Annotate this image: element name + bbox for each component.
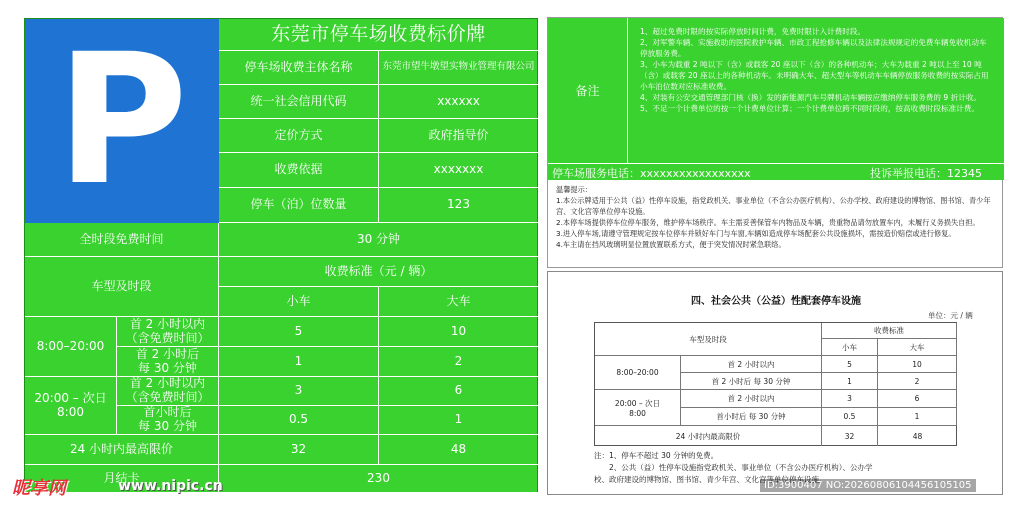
period-day-row2-small: 1	[219, 347, 379, 377]
info-label-pricing-method: 定价方式	[219, 119, 379, 153]
doc-large-car-header: 大车	[878, 339, 957, 356]
monthly-card-label: 月结卡	[25, 465, 219, 493]
info-value-credit-code: xxxxxx	[379, 85, 539, 119]
free-time-label: 全时段免费时间	[25, 223, 219, 257]
doc-day-row2-large: 2	[878, 373, 957, 390]
remarks-green-panel	[548, 18, 1004, 180]
doc-small-car-header: 小车	[822, 339, 878, 356]
max-price-small: 32	[219, 435, 379, 465]
doc-max-label: 24 小时内最高限价	[595, 426, 822, 446]
remark-note: 4、对装有公安交通管理部门核（换）发的新能源汽车号牌机动车辆按应缴纳停车服务费的 9 折计收。	[640, 93, 982, 102]
period-day-row2-large: 2	[379, 347, 539, 377]
doc-period-day: 8:00–20:00	[595, 356, 681, 390]
small-car-header: 小车	[219, 287, 379, 317]
fee-standard-header: 收费标准（元 / 辆）	[219, 257, 539, 287]
doc-day-row1-large: 10	[878, 356, 957, 373]
doc-vehicle-period-header: 车型及时段	[595, 323, 822, 356]
doc-unit: 单位：元 / 辆	[928, 311, 973, 320]
tips-line: 温馨提示：	[556, 185, 592, 194]
doc-footnote: 2、公共（益）性停车设施指党政机关、事业单位（不含公办医疗机构）、公办学	[594, 463, 873, 472]
tips-text	[556, 184, 996, 250]
remark-note: 1、超过免费时限的按实际停放时间计费，免费时限计入计费时段。	[640, 27, 866, 36]
doc-day-row1-desc: 首 2 小时以内	[681, 356, 822, 373]
tips-line: 3.进入停车场,请遵守管理规定按车位停车并锁好车门与车窗,车辆如造成停车场配套公共设施损坏，需按造价赔偿或进行修复。	[556, 229, 956, 238]
info-label-spaces: 停车（泊）位数量	[219, 188, 379, 223]
info-label-credit-code: 统一社会信用代码	[219, 85, 379, 119]
period-day-row1-small: 5	[219, 317, 379, 347]
doc-night-row1-small: 3	[822, 390, 878, 408]
service-phone: 停车场服务电话：xxxxxxxxxxxxxxxxx	[552, 167, 751, 180]
large-car-header: 大车	[379, 287, 539, 317]
board-title: 东莞市停车场收费标价牌	[219, 19, 539, 51]
doc-night-row1-desc: 首 2 小时以内	[681, 390, 822, 408]
tips-line: 2.本停车场提供停车位停车服务，维护停车场秩序。车主需妥善保管车内物品及车辆，贵重物品请勿放置车内，未履行义务损失自担。	[556, 218, 980, 227]
hotline-bar	[548, 163, 1004, 180]
period-day: 8:00–20:00	[25, 317, 117, 377]
period-night-row1-desc: 首 2 小时以内 （含免费时间）	[117, 377, 219, 406]
remark-note: 3、小车为载重 2 吨以下（含）或载客 20 座以下（含）的各种机动车；大车为载重 2 吨以上至 10 吨（含）或载客 20 座以上的各种机动车。未明确大车、超大型车等机动车车辆停放服务收费的按实际占用小车泊位数对应标准收费。	[640, 60, 989, 91]
public-facility-doc	[547, 271, 1003, 495]
doc-night-row2-desc: 首小时后 每 30 分钟	[681, 408, 822, 426]
doc-day-row2-desc: 首 2 小时后 每 30 分钟	[681, 373, 822, 390]
doc-footnote: 校、政府建设的博物馆、图书馆、青少年宫、文化宫等单位停车设施。	[594, 475, 827, 484]
doc-night-row1-large: 6	[878, 390, 957, 408]
period-night: 20:00 – 次日 8:00	[25, 377, 117, 435]
info-value-operator: 东莞市望牛墩望实物业管理有限公司	[379, 51, 539, 85]
period-night-row1-large: 6	[379, 377, 539, 406]
period-night-row2-large: 1	[379, 406, 539, 435]
doc-day-row1-small: 5	[822, 356, 878, 373]
info-value-spaces: 123	[379, 188, 539, 223]
doc-day-row2-small: 1	[822, 373, 878, 390]
period-day-row2-desc: 首 2 小时后 每 30 分钟	[117, 347, 219, 377]
period-day-row1-desc: 首 2 小时以内 （含免费时间）	[117, 317, 219, 347]
doc-footnote: 注：1、停车不超过 30 分钟的免费。	[594, 451, 719, 460]
period-night-row2-desc: 首小时后 每 30 分钟	[117, 406, 219, 435]
doc-max-small: 32	[822, 426, 878, 446]
doc-title: 四、社会公共（公益）性配套停车设施	[691, 296, 861, 307]
period-night-row1-small: 3	[219, 377, 379, 406]
doc-night-row2-small: 0.5	[822, 408, 878, 426]
remark-notes	[640, 26, 992, 114]
watermark-brand: 昵享网	[12, 478, 66, 499]
parking-p-icon: P	[56, 16, 188, 225]
remark-note: 5、不足一个计费单位的按一个计费单位计算；一个计费单位跨不同时段的，按高收费时段标准计费。	[640, 104, 979, 113]
period-night-row2-small: 0.5	[219, 406, 379, 435]
max-price-label: 24 小时内最高限价	[25, 435, 219, 465]
tips-line: 4.车主请在挡风玻璃明显位置放置联系方式，便于突发情况时紧急联络。	[556, 240, 786, 249]
vehicle-period-header: 车型及时段	[25, 257, 219, 317]
info-value-basis: xxxxxxx	[379, 153, 539, 188]
doc-night-row2-large: 1	[878, 408, 957, 426]
info-value-pricing-method: 政府指导价	[379, 119, 539, 153]
watermark-id: ID:3900407 NO:20260806104456105105	[760, 479, 976, 492]
monthly-card-value: 230	[219, 465, 539, 493]
info-label-basis: 收费依据	[219, 153, 379, 188]
doc-period-night: 20:00 – 次日 8:00	[595, 390, 681, 426]
parking-fee-board	[24, 18, 538, 493]
doc-max-large: 48	[912, 431, 923, 441]
remark-label: 备注	[548, 18, 628, 163]
period-day-row1-large: 10	[379, 317, 539, 347]
info-label-operator: 停车场收费主体名称	[219, 51, 379, 85]
remark-note: 2、对军警车辆、实施救助的医院救护车辆、市政工程抢修车辆以及法律法规规定的免费车辆免收机动车停放服务费。	[640, 38, 987, 58]
complaint-phone: 投诉举报电话：12345	[870, 167, 982, 180]
free-time-value: 30 分钟	[219, 223, 539, 257]
parking-logo	[25, 16, 219, 225]
max-price-large: 48	[379, 435, 539, 465]
remarks-board	[547, 17, 1003, 268]
watermark-url: www.nipic.cn	[118, 478, 223, 494]
doc-standard-header: 收费标准	[822, 323, 957, 339]
tips-line: 1.本公示牌适用于公共（益）性停车设施，指党政机关、事业单位（不含公办医疗机构）、公办学校、政府建设的博物馆、图书馆、青少年宫、文化宫等单位停车设施。	[556, 196, 991, 216]
doc-fee-table	[594, 322, 957, 446]
